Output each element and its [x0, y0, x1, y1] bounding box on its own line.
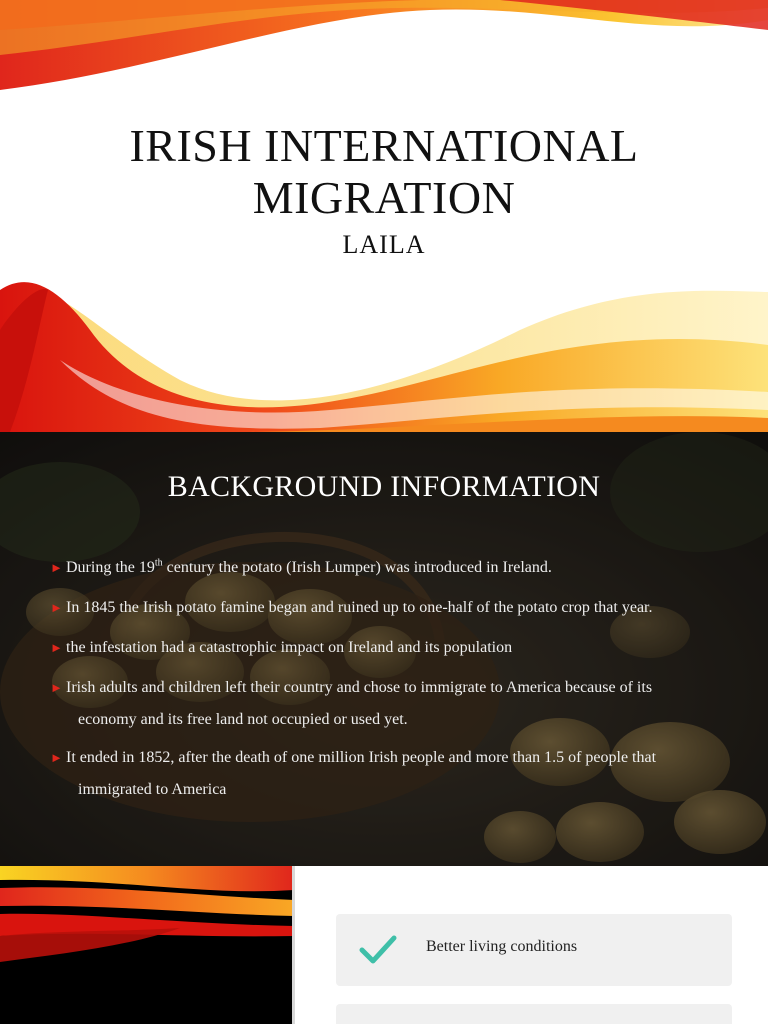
bullet-arrow-icon: ► [50, 680, 63, 695]
bullet-text-continued: economy and its free land not occupied or used yet. [78, 711, 408, 728]
reason-label: Better living conditions [426, 938, 578, 955]
bullet-item [50, 632, 750, 664]
bullet-superscript: th [154, 557, 163, 569]
presentation-title [0, 120, 768, 224]
bullet-text-post: century the potato (Irish Lumper) was introduced in Ireland. [162, 559, 552, 576]
bullet-text: Irish adults and children left their country and chose to immigrate to America because of its [66, 679, 653, 696]
bullet-item [50, 552, 750, 584]
background-information-slide [0, 432, 768, 866]
bullet-arrow-icon: ► [50, 640, 63, 655]
checkmark-icon [358, 932, 398, 968]
reasons-slide [0, 866, 768, 1024]
bullet-text: In 1845 the Irish potato famine began and ruined up to one-half of the potato crop that year. [66, 599, 653, 616]
title-line-2: MIGRATION [252, 172, 516, 223]
presentation-subtitle: LAILA [342, 230, 426, 259]
bullet-text: It ended in 1852, after the death of one million Irish people and more than 1.5 of people that [66, 749, 657, 766]
bullet-item [50, 672, 750, 736]
bullet-arrow-icon: ► [50, 750, 63, 765]
bullet-text-continued: immigrated to America [78, 781, 227, 798]
reason-card [336, 1004, 732, 1024]
decorative-waves [0, 866, 294, 1024]
bullet-list [50, 552, 750, 806]
bullet-arrow-icon: ► [50, 600, 63, 615]
bullet-item [50, 742, 750, 806]
decorative-panel [0, 866, 294, 1024]
title-line-1: IRISH INTERNATIONAL [129, 120, 639, 171]
slide-heading: BACKGROUND INFORMATION [167, 470, 601, 503]
bullet-item [50, 592, 750, 624]
reason-card [336, 914, 732, 986]
bullet-text: the infestation had a catastrophic impact on Ireland and its population [66, 639, 513, 656]
bullet-text-pre: During the 19 [66, 559, 155, 576]
divider [292, 866, 295, 1024]
title-slide [0, 0, 768, 432]
bullet-arrow-icon: ► [50, 560, 63, 575]
